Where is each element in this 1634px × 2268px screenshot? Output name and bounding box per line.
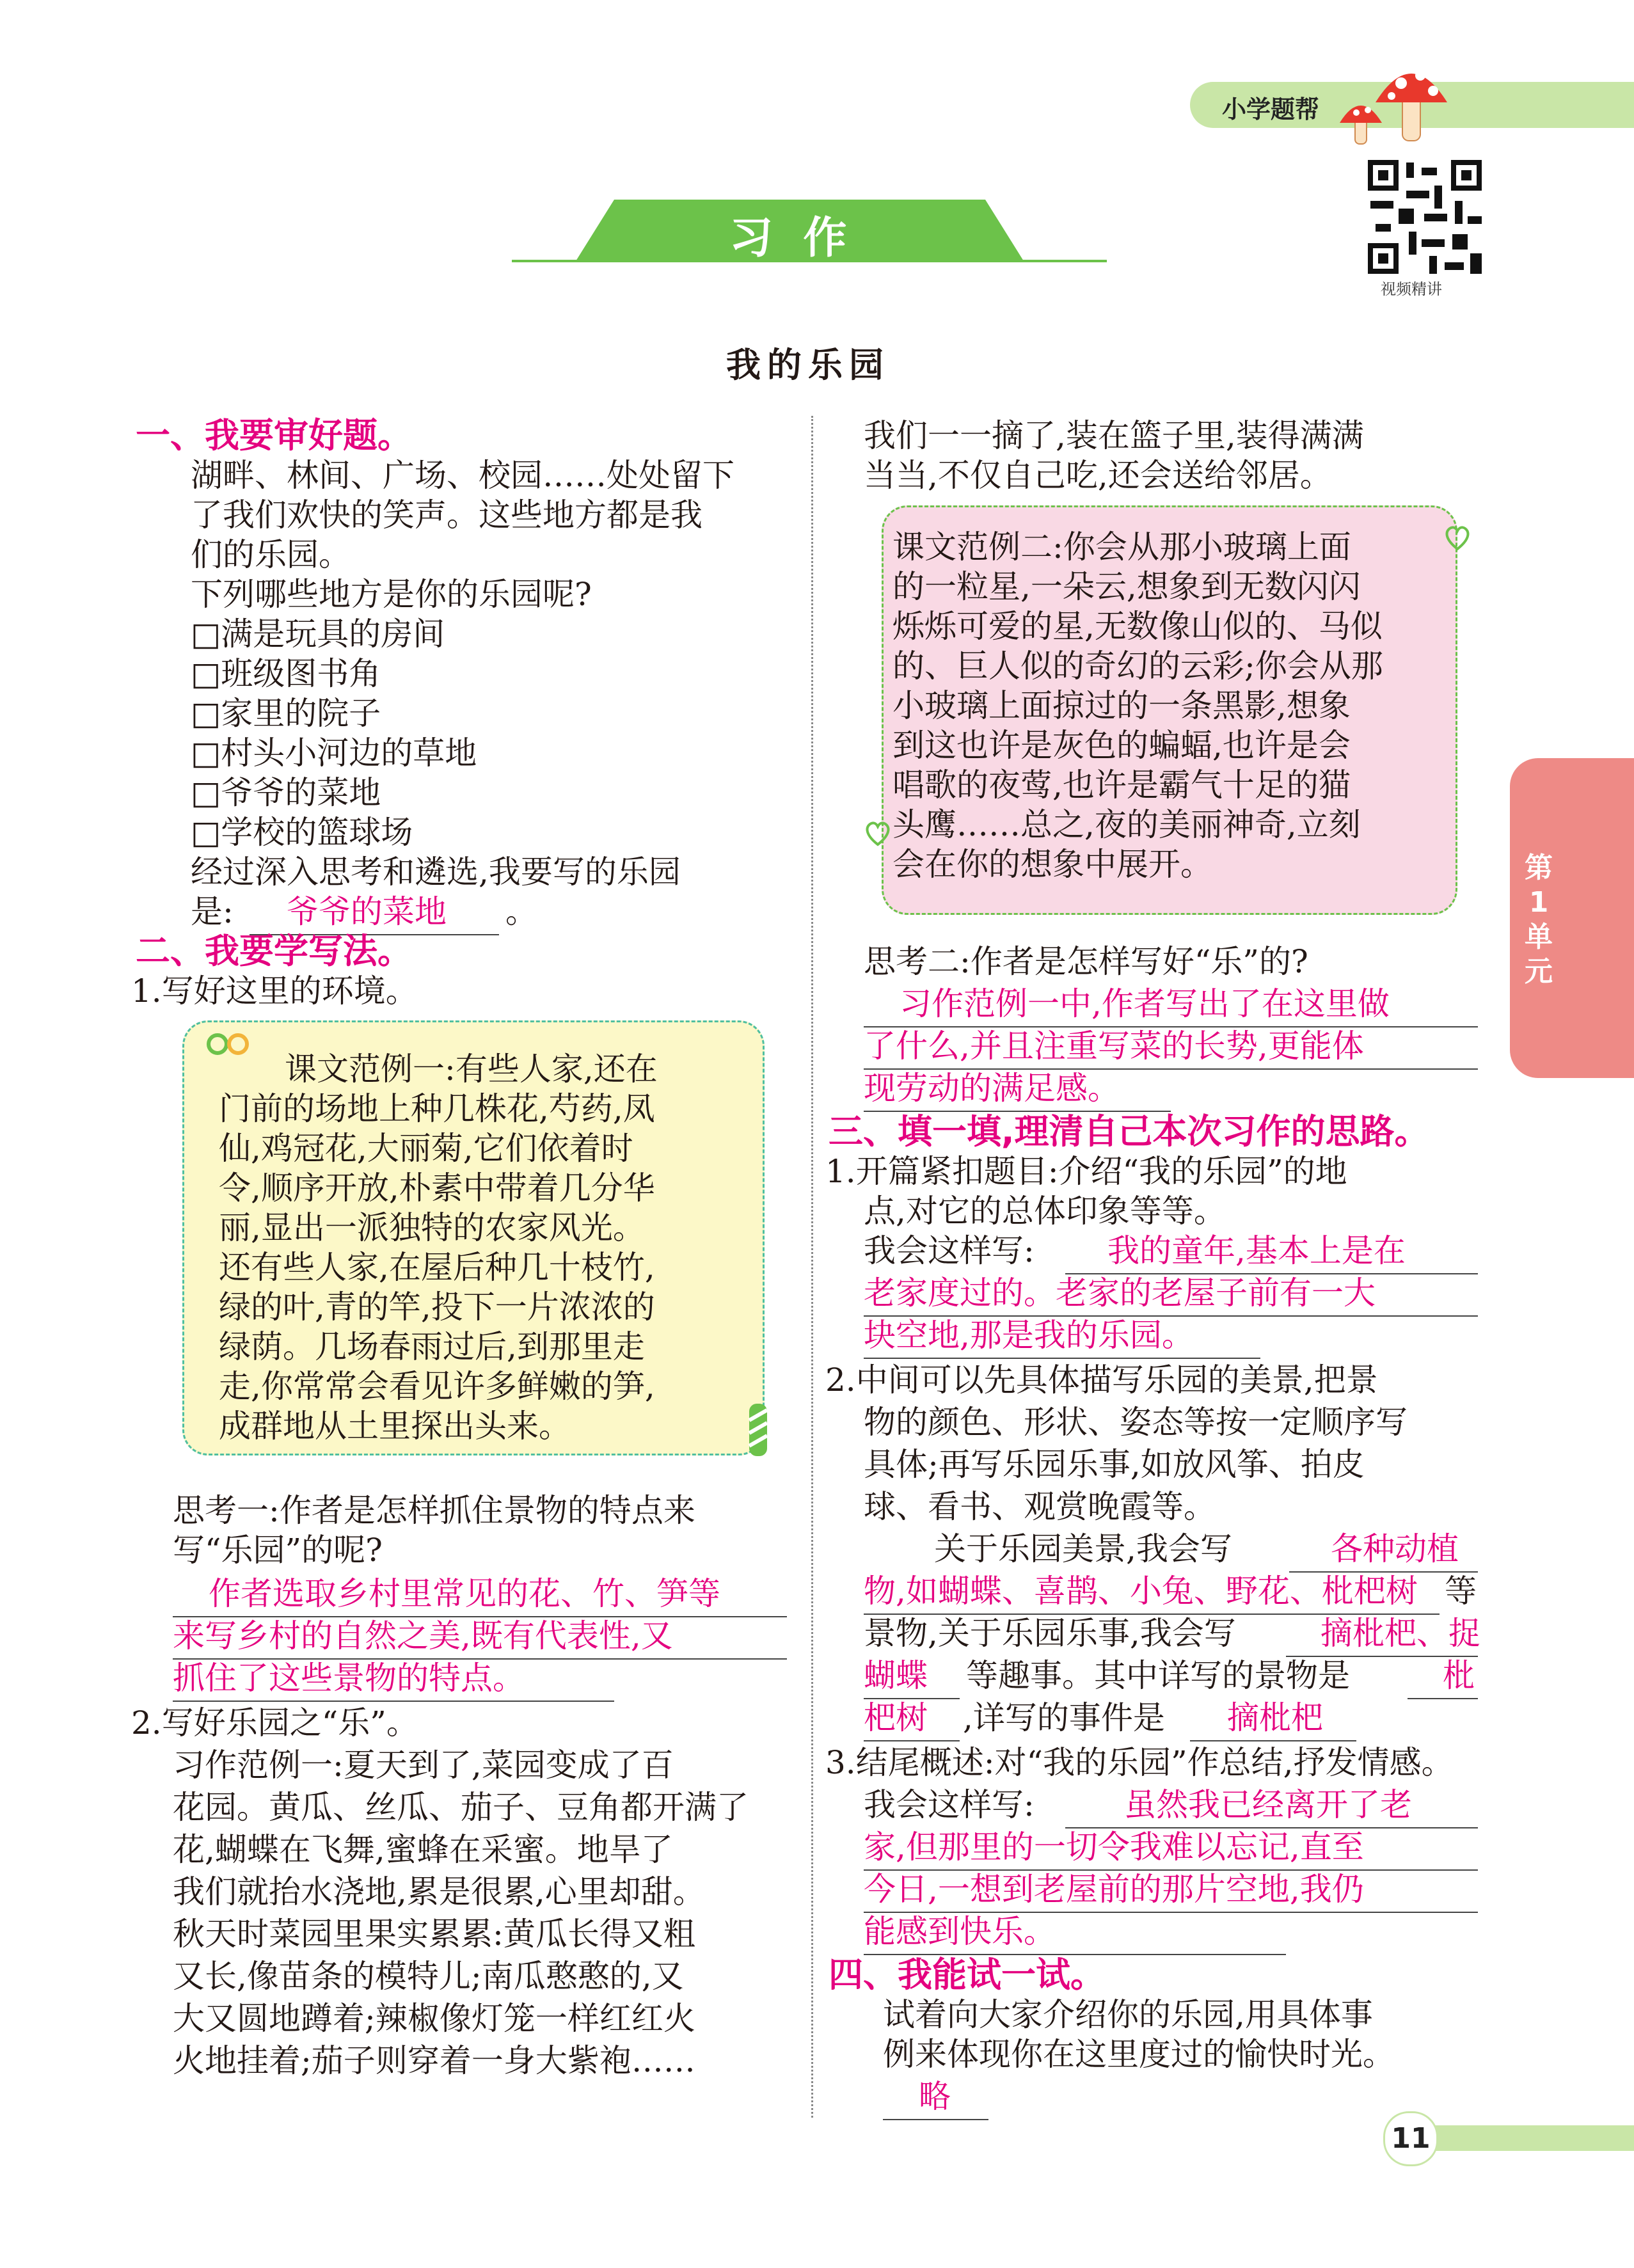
- option-checkbox[interactable]: □学校的篮球场: [191, 814, 413, 851]
- example3-line: 到这也许是灰色的蝙蝠,也许是会: [892, 727, 1351, 764]
- s3-item2: 具体;再写乐园乐事,如放风筝、拍皮: [864, 1446, 1365, 1483]
- example3-line: 会在你的想象中展开。: [892, 846, 1212, 883]
- s3-item3-answer[interactable]: 虽然我已经离开了老: [1065, 1785, 1478, 1828]
- s3-item3: 3.结尾概述:对“我的乐园”作总结,抒发情感。: [825, 1744, 1454, 1781]
- s3-item2-c: 景物,关于乐园乐事,我会写: [864, 1615, 1236, 1652]
- think2-answer[interactable]: 习作范例一中,作者写出了在这里做: [864, 984, 1478, 1027]
- sec1-heading: 一、我要审好题。: [136, 415, 412, 456]
- example2-line: 火地挂着;茄子则穿着一身大紫袍……: [173, 2042, 695, 2079]
- brand-label: 小学题帮: [1222, 95, 1320, 123]
- sec4-answer[interactable]: 略: [883, 2077, 988, 2120]
- sec4-text: 例来体现你在这里度过的愉快时光。: [883, 2036, 1395, 2073]
- think1-line: 写“乐园”的呢?: [173, 1532, 383, 1569]
- heart-icon: [864, 819, 892, 847]
- option-checkbox[interactable]: □家里的院子: [191, 695, 381, 732]
- example2-line: 花,蝴蝶在飞舞,蜜蜂在采蜜。地旱了: [173, 1831, 673, 1868]
- example2-line: 习作范例一:夏天到了,菜园变成了百: [173, 1747, 674, 1784]
- s3-item2-ans3[interactable]: 摘枇杷、捉: [1286, 1614, 1478, 1657]
- example2-line: 我们就抬水浇地,累是很累,心里却甜。: [173, 1873, 705, 1910]
- cont-line: 我们一一摘了,装在篮子里,装得满满: [864, 417, 1364, 454]
- option-checkbox[interactable]: □爷爷的菜地: [191, 774, 381, 811]
- sec2-item2: 2.写好乐园之“乐”。: [131, 1704, 418, 1741]
- example1-line: 成群地从土里探出头来。: [219, 1408, 571, 1445]
- s3-item2-ans6[interactable]: 杷树: [864, 1698, 960, 1741]
- heart-icon: [1443, 523, 1471, 551]
- example3-line: 烁烁可爱的星,无数像山似的、马似: [892, 608, 1383, 645]
- sec1-intro-3: 们的乐园。: [191, 536, 351, 573]
- example3-line: 小玻璃上面掠过的一条黑影,想象: [892, 687, 1351, 724]
- s3-item3-answer[interactable]: 能感到快乐。: [864, 1912, 1286, 1955]
- qr-code[interactable]: [1368, 160, 1482, 274]
- think2: 思考二:作者是怎样写好“乐”的?: [864, 943, 1308, 980]
- s3-item2-ans4[interactable]: 蝴蝶: [864, 1656, 960, 1699]
- sec1-question: 下列哪些地方是你的乐园呢?: [191, 576, 592, 613]
- section-title: 习 作: [729, 213, 847, 264]
- example2-line: 花园。黄瓜、丝瓜、茄子、豆角都开满了: [173, 1789, 749, 1826]
- sec4-text: 试着向大家介绍你的乐园,用具体事: [883, 1996, 1373, 2033]
- s3-item2-b: 等: [1445, 1573, 1477, 1610]
- ribbon-icon: [745, 1401, 771, 1459]
- s3-item3-answer[interactable]: 家,但那里的一切令我难以忘记,直至: [864, 1827, 1478, 1871]
- s3-item2-ans1[interactable]: 各种动植: [1289, 1529, 1478, 1573]
- think1-line: 思考一:作者是怎样抓住景物的特点来: [173, 1492, 695, 1529]
- sec3-heading: 三、填一填,理清自己本次习作的思路。: [829, 1111, 1429, 1152]
- example2-line: 又长,像苗条的模特儿;南瓜憨憨的,又: [173, 1958, 684, 1995]
- option-checkbox[interactable]: □村头小河边的草地: [191, 734, 477, 772]
- s3-item2: 球、看书、观赏晚霞等。: [864, 1488, 1216, 1525]
- unit-tab-label: 第 1 单 元: [1525, 852, 1553, 988]
- think2-answer[interactable]: 了什么,并且注重写菜的长势,更能体: [864, 1026, 1478, 1070]
- example3-line: 的一粒星,一朵云,想象到无数闪闪: [892, 568, 1361, 605]
- example2-line: 秋天时菜园里果实累累:黄瓜长得又粗: [173, 1915, 695, 1953]
- example1-line: 仙,鸡冠花,大丽菊,它们依着时: [219, 1130, 633, 1167]
- sec2-heading: 二、我要学写法。: [136, 931, 412, 971]
- example1-line: 课文范例一:有些人家,还在: [285, 1051, 658, 1088]
- example1-line: 丽,显出一派独特的农家风光。: [219, 1209, 645, 1246]
- sec1-intro-1: 湖畔、林间、广场、校园……处处留下: [191, 457, 734, 494]
- s3-item2-ans2[interactable]: 物,如蝴蝶、喜鹊、小兔、野花、枇杷树: [864, 1571, 1440, 1615]
- s3-item2-d: 等趣事。其中详写的景物是: [966, 1657, 1350, 1694]
- example1-line: 门前的场地上种几株花,芍药,凤: [219, 1090, 655, 1127]
- s3-item2-ans5[interactable]: 枇: [1408, 1656, 1478, 1699]
- s3-item2-ans7[interactable]: 摘枇杷: [1190, 1698, 1356, 1741]
- qr-caption: 视频精讲: [1381, 280, 1442, 298]
- option-checkbox[interactable]: □满是玩具的房间: [191, 615, 445, 653]
- s3-item2-e: ,详写的事件是: [963, 1699, 1165, 1736]
- s3-item2: 物的颜色、形状、姿态等按一定顺序写: [864, 1404, 1408, 1441]
- think1-answer[interactable]: 来写乡村的自然之美,既有代表性,又: [173, 1616, 787, 1660]
- s3-item3-answer[interactable]: 今日,一想到老屋前的那片空地,我仍: [864, 1869, 1478, 1913]
- example1-line: 绿的叶,青的竿,投下一片浓浓的: [219, 1289, 655, 1326]
- example3-line: 的、巨人似的奇幻的云彩;你会从那: [892, 647, 1383, 685]
- example3-line: 头鹰……总之,夜的美丽神奇,立刻: [892, 806, 1361, 843]
- mushroom-icon: [1331, 51, 1459, 147]
- s3-item1-answer[interactable]: 老家度过的。老家的老屋子前有一大: [864, 1273, 1478, 1317]
- sec1-intro-2: 了我们欢快的笑声。这些地方都是我: [191, 496, 702, 534]
- column-divider: [811, 416, 813, 2118]
- example1-line: 令,顺序开放,朴素中带着几分华: [219, 1170, 655, 1207]
- rings-icon: [205, 1030, 256, 1058]
- think2-answer[interactable]: 现劳动的满足感。: [864, 1068, 1171, 1112]
- s3-item1-answer[interactable]: 块空地,那是我的乐园。: [864, 1315, 1260, 1359]
- sec1-answer[interactable]: 爷爷的菜地: [250, 892, 499, 935]
- s3-item1: 1.开篇紧扣题目:介绍“我的乐园”的地: [825, 1153, 1347, 1190]
- example1-line: 绿荫。几场春雨过后,到那里走: [219, 1328, 645, 1365]
- footer-bar: [1427, 2125, 1634, 2151]
- s3-item1: 点,对它的总体印象等等。: [864, 1193, 1226, 1230]
- example3-line: 唱歌的夜莺,也许是霸气十足的猫: [892, 766, 1351, 804]
- example2-line: 大又圆地蹲着;辣椒像灯笼一样红红火: [173, 2000, 695, 2037]
- s3-item1-lead: 我会这样写:: [864, 1232, 1035, 1269]
- sec1-choice: 经过深入思考和遴选,我要写的乐园: [191, 853, 681, 891]
- s3-item3-lead: 我会这样写:: [864, 1786, 1035, 1823]
- s3-item2: 2.中间可以先具体描写乐园的美景,把景: [825, 1361, 1378, 1399]
- page-number: 11: [1383, 2111, 1438, 2166]
- sec1-end: 。: [505, 893, 537, 930]
- s3-item1-answer[interactable]: 我的童年,基本上是在: [1065, 1231, 1478, 1274]
- example3-line: 课文范例二:你会从那小玻璃上面: [892, 528, 1351, 566]
- option-checkbox[interactable]: □班级图书角: [191, 655, 381, 692]
- example1-line: 走,你常常会看见许多鲜嫩的笋,: [219, 1368, 655, 1405]
- example1-line: 还有些人家,在屋后种几十枝竹,: [219, 1249, 655, 1286]
- sec4-heading: 四、我能试一试。: [829, 1955, 1105, 1995]
- essay-title: 我的乐园: [726, 344, 890, 385]
- sec1-is: 是:: [191, 893, 234, 930]
- sec2-item1: 1.写好这里的环境。: [131, 972, 418, 1010]
- think1-answer[interactable]: 抓住了这些景物的特点。: [173, 1658, 614, 1702]
- think1-answer[interactable]: 作者选取乡村里常见的花、竹、笋等: [173, 1574, 787, 1617]
- s3-item2-a: 关于乐园美景,我会写: [934, 1530, 1232, 1567]
- cont-line: 当当,不仅自己吃,还会送给邻居。: [864, 457, 1332, 494]
